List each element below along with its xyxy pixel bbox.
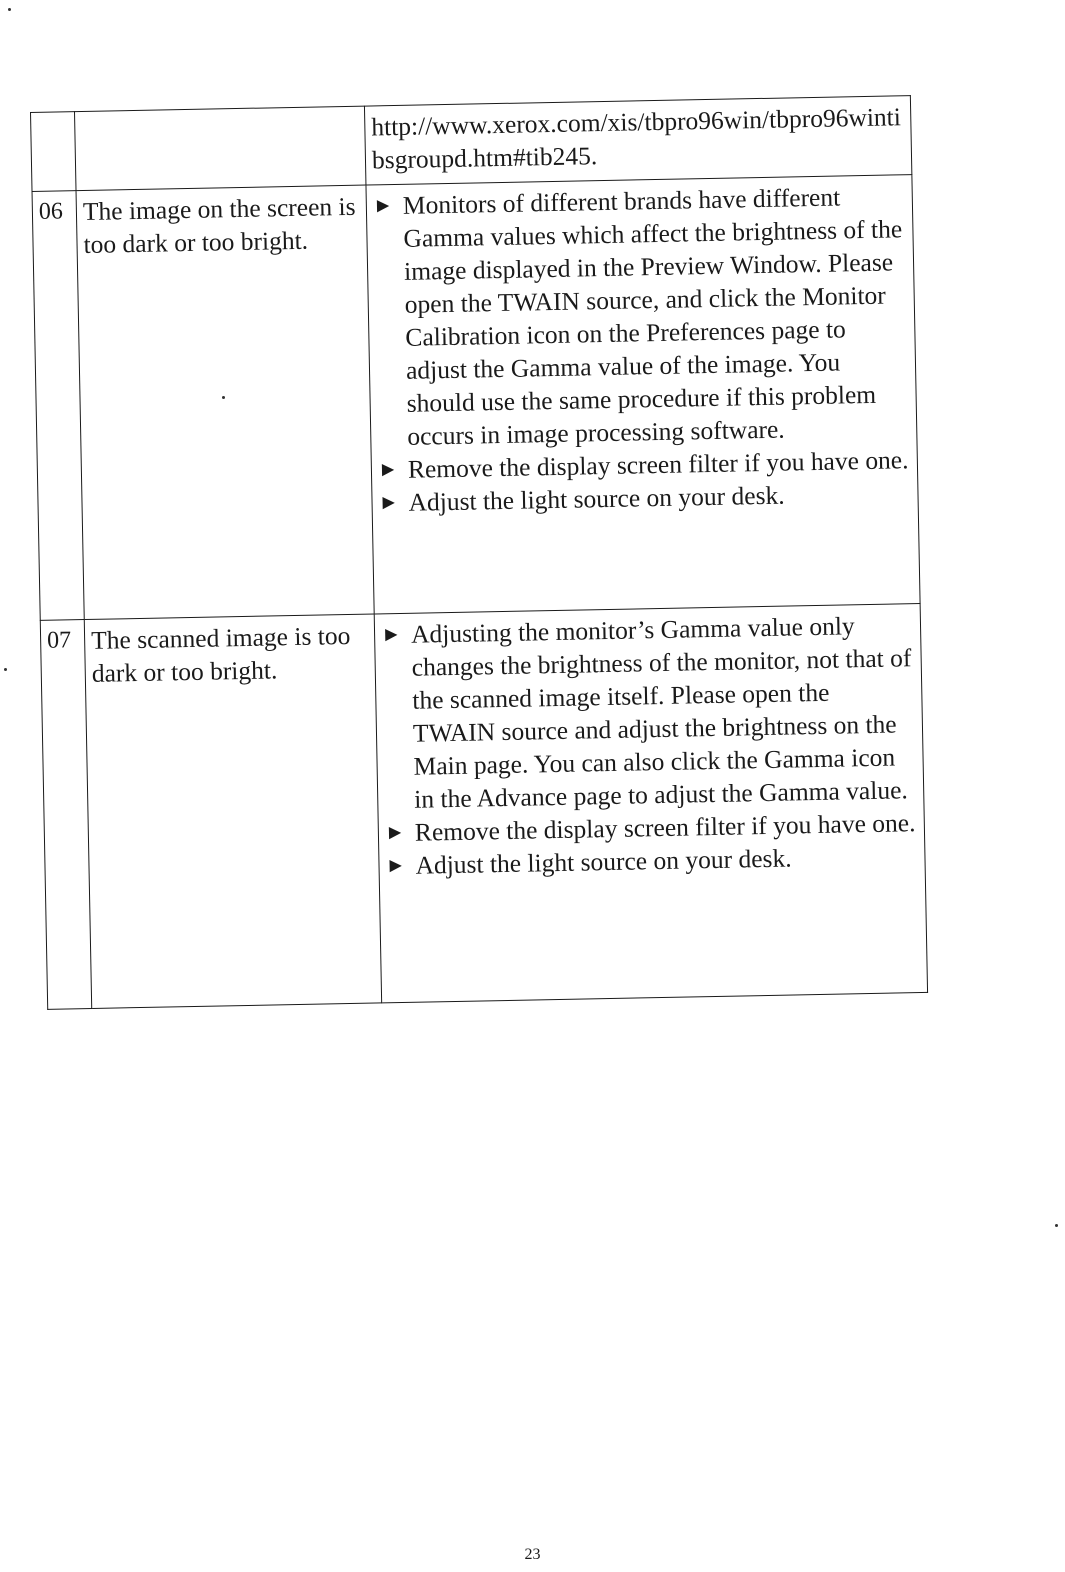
scan-speck xyxy=(4,668,7,671)
solution-text: Remove the display screen filter if you have one. xyxy=(407,445,909,484)
right-triangle-bullet-icon: ▶ xyxy=(382,494,396,512)
solution-list xyxy=(381,608,919,882)
table-row xyxy=(40,604,927,1010)
right-triangle-bullet-icon: ▶ xyxy=(389,857,403,875)
troubleshooting-table-wrapper xyxy=(30,95,927,1010)
page-number: 23 xyxy=(524,1546,541,1563)
scan-speck xyxy=(1055,1224,1058,1227)
scan-speck xyxy=(8,8,11,11)
solution-cell xyxy=(366,175,920,614)
solution-text: Remove the display screen filter if you have one. xyxy=(414,808,916,847)
solution-list xyxy=(373,179,912,519)
right-triangle-bullet-icon: ▶ xyxy=(384,626,398,644)
solution-text: Adjust the light source on your desk. xyxy=(415,843,792,880)
problem-description: The image on the screen is too dark or too bright. xyxy=(76,185,374,619)
solution-text: Adjusting the monitor’s Gamma value only changes the brightness of the monitor, not that of the scanned image itself. Please open the TWAIN source and adjust the brightness on the Main page. You can also click the Gamma icon in the Advance page to adjust the Gamma value. xyxy=(410,611,912,814)
problem-description: The scanned image is too dark or too bright. xyxy=(84,614,381,1008)
row-number: 06 xyxy=(32,191,84,621)
solution-text: Adjust the light source on your desk. xyxy=(408,480,785,517)
row-number: 07 xyxy=(40,620,91,1010)
right-triangle-bullet-icon: ▶ xyxy=(388,824,402,842)
solution-item xyxy=(381,608,918,816)
troubleshooting-table xyxy=(30,95,928,1010)
right-triangle-bullet-icon: ▶ xyxy=(381,461,395,479)
solution-cell-continued xyxy=(364,96,911,185)
solution-item xyxy=(373,179,911,453)
number-cell-empty xyxy=(31,112,77,192)
table-row xyxy=(32,175,920,621)
problem-cell-empty xyxy=(75,106,366,191)
continued-url-text: http://www.xerox.com/xis/tbpro96win/tbpro96wintibsgroupd.htm#tib245. xyxy=(371,102,902,175)
solution-text: Monitors of different brands have different Gamma values which affect the brightness of the image displayed in the Preview Window. Please open the TWAIN source, and click the Monitor Calibration icon on the Preferences page to adjust the Gamma value of the image. You should use the same procedure if this problem occurs in image processing software. xyxy=(402,182,903,451)
solution-cell xyxy=(374,604,927,1003)
right-triangle-bullet-icon: ▶ xyxy=(376,197,390,215)
